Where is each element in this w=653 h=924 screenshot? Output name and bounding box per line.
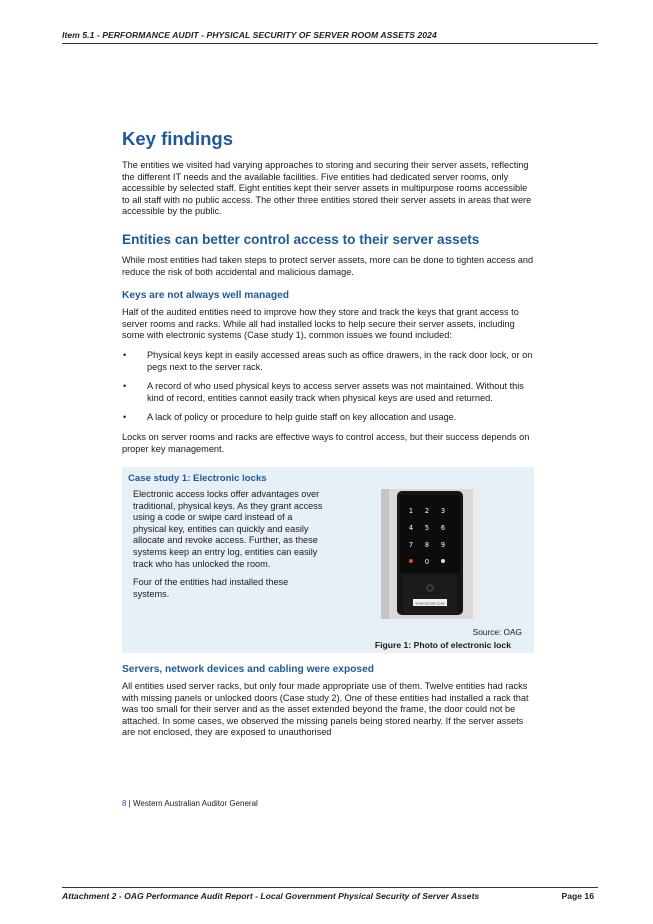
keypad-key: 9 (440, 541, 446, 550)
keypad-key: 8 (424, 541, 430, 550)
document-header: Item 5.1 - PERFORMANCE AUDIT - PHYSICAL SECURITY OF SERVER ROOM ASSETS 2024 (62, 30, 598, 44)
servers-text: All entities used server racks, but only four made appropriate use of them. Twelve entities had racks with missing panels or unlocked doors (Case study 2). One of these entities had installed a rack that was too small for their server and as the asset extended beyond the frame, the door could not be attached. In some cases, we observed the missing panels being stored nearby. If the server assets are not enclosed, they are exposed to unauthorised (122, 681, 529, 738)
page-footer (122, 799, 258, 808)
keypad-key: 4 (408, 524, 414, 533)
keypad-key: 6 (440, 524, 446, 533)
page-number: 8 (122, 799, 127, 808)
case-study-paragraph: Electronic access locks offer advantages over traditional, physical keys. As they grant access using a code or swipe card instead of a physical key, entities can quickly and easily allocate and revoke access. Further, as these systems keep an entry log, entities can easily track who has unlocked the room. (133, 489, 323, 569)
bullet-icon: • (123, 349, 127, 360)
attachment-footer (62, 887, 598, 901)
keypad-key: 5 (424, 524, 430, 533)
footer-separator: | (126, 799, 133, 808)
servers-heading: Servers, network devices and cabling were exposed (122, 664, 374, 676)
case-study-paragraph: Four of the entities had installed these systems. (133, 577, 289, 599)
list-item: • Physical keys kept in easily accessed areas such as office drawers, in the rack door lock, or on pegs next to the server rack. (123, 349, 533, 372)
keys-heading: Keys are not always well managed (122, 290, 290, 302)
list-item: • A lack of policy or procedure to help guide staff on key allocation and usage. (123, 412, 457, 423)
keypad-key: 1 (408, 507, 414, 516)
section-intro: The entities we visited had varying approaches to storing and securing their server assets, reflecting the different IT needs and the available facilities. Five entities had dedicated server rooms, only accessible by selected staff. Eight entities kept their server assets in multipurpose rooms accessible to all staff with no public access. The other three entities stored their server assets in areas that were accessible by the public. (122, 160, 532, 217)
subsection-title: Entities can better control access to their server assets (122, 231, 480, 247)
lock-label: WARE SECURE CODE (415, 601, 445, 606)
case-study-box (122, 467, 534, 653)
keys-intro: Half of the audited entities need to improve how they store and track the keys that grant access to server rooms and racks. While all had installed locks to help secure their server assets, including some with electronic systems (Case study 1), common issues we found included: (122, 307, 519, 341)
keys-outro: Locks on server rooms and racks are effective ways to control access, but their success depends on proper key management. (122, 431, 530, 454)
footer-publisher: Western Australian Auditor General (132, 799, 258, 808)
attachment-page-number: Page 16 (561, 891, 594, 901)
case-study-title: Case study 1: Electronic locks (128, 473, 267, 485)
issues-list (122, 350, 534, 424)
keypad-key: 0 (424, 558, 430, 567)
keypad-key: 7 (408, 541, 414, 550)
case-study-text (133, 489, 323, 600)
attachment-title: Attachment 2 - OAG Performance Audit Report - Local Government Physical Security of Server Assets (62, 891, 480, 901)
subsection-intro: While most entities had taken steps to protect server assets, more can be done to tighten access and reduce the risk of both accidental and malicious damage. (122, 254, 534, 277)
bullet-icon: • (123, 381, 127, 392)
electronic-lock-photo (381, 489, 481, 619)
keypad-key: 3 (440, 507, 446, 516)
list-item: • A record of who used physical keys to access server assets was not maintained. Without this kind of record, entities cannot easily track when physical keys are used and returned. (123, 381, 524, 403)
figure-caption: Figure 1: Photo of electronic lock (374, 640, 511, 651)
photo-source: Source: OAG (472, 627, 522, 638)
bullet-icon: • (123, 412, 127, 423)
main-content (122, 128, 534, 747)
keypad-key: 2 (424, 507, 430, 516)
section-title: Key findings (122, 128, 234, 149)
